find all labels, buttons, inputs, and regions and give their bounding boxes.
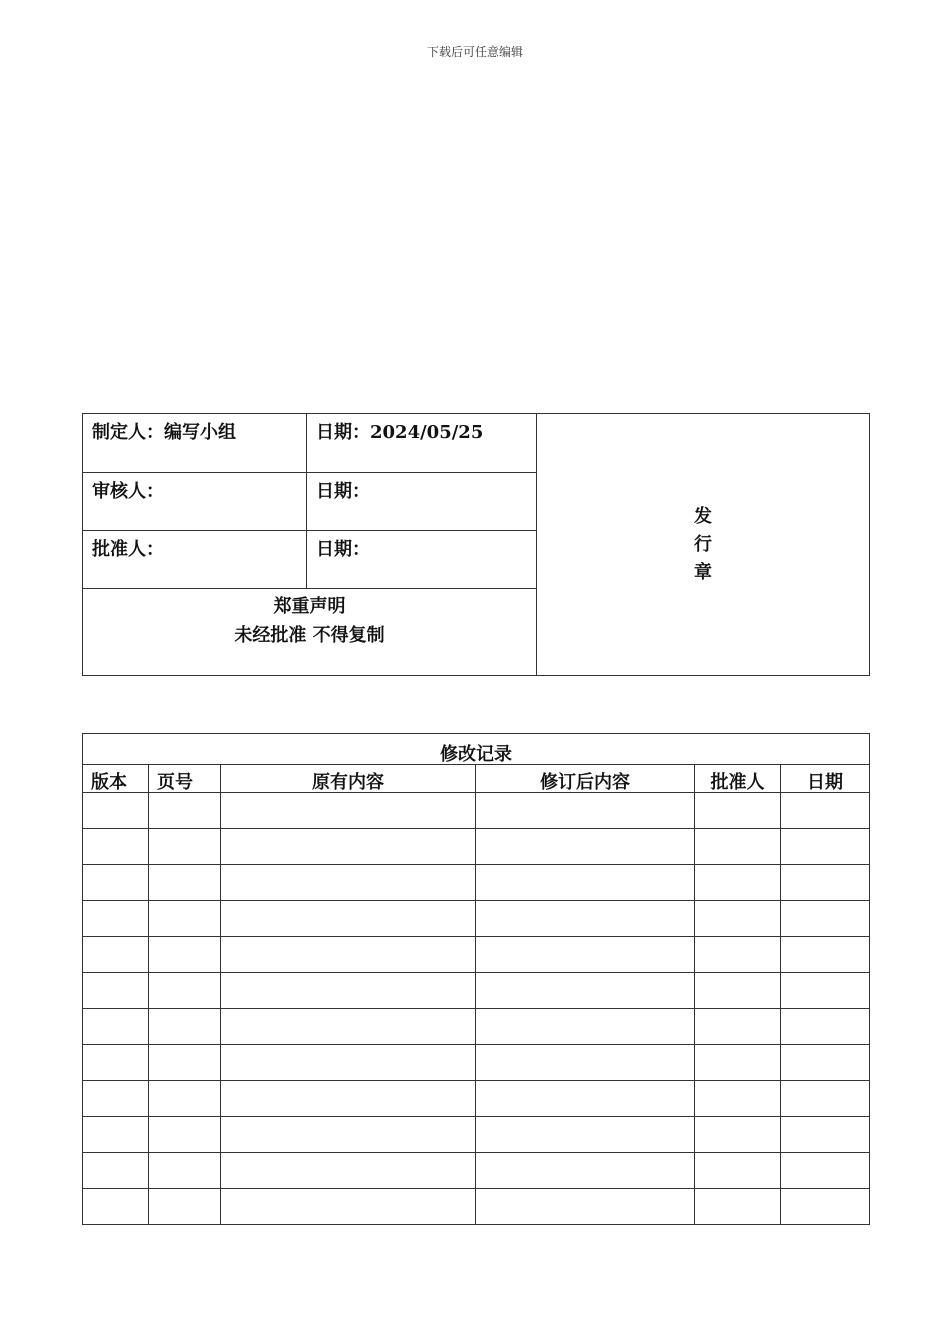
table-cell: [476, 1153, 695, 1189]
table-cell: [695, 973, 781, 1009]
table-cell: [695, 937, 781, 973]
table-cell: [695, 829, 781, 865]
table-cell: [83, 901, 149, 937]
table-cell: [221, 793, 476, 829]
table-cell: [781, 1081, 870, 1117]
table-cell: [221, 1189, 476, 1225]
table-cell: [83, 865, 149, 901]
table-row: [83, 1189, 870, 1225]
table-cell: [83, 973, 149, 1009]
column-header-original: 原有内容: [221, 765, 476, 793]
table-row: [83, 1153, 870, 1189]
table-cell: [83, 1081, 149, 1117]
table-cell: [476, 1045, 695, 1081]
table-cell: [476, 829, 695, 865]
table-cell: [695, 865, 781, 901]
table-cell: [221, 1153, 476, 1189]
table-row: [83, 1009, 870, 1045]
table-cell: [781, 1117, 870, 1153]
approver-field: 批准人：: [83, 531, 307, 589]
table-row: [83, 973, 870, 1009]
table-cell: [781, 1009, 870, 1045]
approval-table: [82, 413, 870, 676]
table-cell: [476, 1189, 695, 1225]
table-cell: [695, 901, 781, 937]
table-cell: [149, 973, 221, 1009]
stamp-char: 发: [694, 505, 712, 527]
table-row: [83, 1081, 870, 1117]
table-cell: [221, 865, 476, 901]
table-cell: [221, 937, 476, 973]
table-cell: [149, 1009, 221, 1045]
reviewer-field: 审核人：: [83, 473, 307, 531]
table-cell: [695, 1081, 781, 1117]
table-cell: [221, 1045, 476, 1081]
table-cell: [83, 829, 149, 865]
table-cell: [149, 793, 221, 829]
table-cell: [83, 937, 149, 973]
table-cell: [83, 1153, 149, 1189]
table-cell: [781, 865, 870, 901]
table-cell: [781, 1045, 870, 1081]
table-cell: [149, 937, 221, 973]
column-header-page: 页号: [149, 765, 221, 793]
table-cell: [83, 1117, 149, 1153]
column-header-approver: 批准人: [695, 765, 781, 793]
table-cell: [221, 901, 476, 937]
table-cell: [781, 901, 870, 937]
table-cell: [221, 1081, 476, 1117]
table-cell: [149, 865, 221, 901]
table-row: [83, 1117, 870, 1153]
table-cell: [149, 1081, 221, 1117]
column-header-date: 日期: [781, 765, 870, 793]
revision-rows: [83, 793, 870, 1225]
table-row: [83, 865, 870, 901]
table-cell: [83, 1009, 149, 1045]
table-cell: [695, 1153, 781, 1189]
table-cell: [149, 1117, 221, 1153]
table-cell: [476, 865, 695, 901]
table-row: [83, 937, 870, 973]
draft-date-field: 日期：2024/05/25: [307, 414, 537, 473]
table-cell: [476, 901, 695, 937]
table-cell: [695, 1189, 781, 1225]
table-cell: [476, 1081, 695, 1117]
table-cell: [781, 793, 870, 829]
table-row: [83, 829, 870, 865]
table-cell: [149, 901, 221, 937]
table-cell: [149, 829, 221, 865]
table-cell: [781, 973, 870, 1009]
revision-table: [82, 733, 870, 1225]
table-cell: [221, 1009, 476, 1045]
table-cell: [83, 1189, 149, 1225]
notice-cell: [83, 589, 537, 676]
table-cell: [221, 973, 476, 1009]
table-cell: [149, 1153, 221, 1189]
review-date-field: 日期：: [307, 473, 537, 531]
table-cell: [149, 1045, 221, 1081]
table-cell: [221, 829, 476, 865]
stamp-char: 行: [694, 533, 712, 555]
drafter-field: 制定人：编写小组: [83, 414, 307, 473]
stamp-char: 章: [694, 561, 712, 583]
table-cell: [695, 1045, 781, 1081]
table-cell: [781, 829, 870, 865]
table-cell: [221, 1117, 476, 1153]
table-cell: [476, 1009, 695, 1045]
table-cell: [695, 1009, 781, 1045]
column-header-revised: 修订后内容: [476, 765, 695, 793]
table-row: [83, 1045, 870, 1081]
approve-date-field: 日期：: [307, 531, 537, 589]
column-header-version: 版本: [83, 765, 149, 793]
revision-title: 修改记录: [83, 734, 870, 765]
issue-stamp-area: [537, 414, 870, 676]
notice-title: 郑重声明: [273, 596, 346, 617]
table-cell: [149, 1189, 221, 1225]
table-cell: [476, 1117, 695, 1153]
notice-text: 未经批准 不得复制: [234, 625, 385, 646]
table-cell: [781, 1189, 870, 1225]
table-cell: [476, 973, 695, 1009]
table-cell: [476, 793, 695, 829]
header-note: 下载后可任意编辑: [426, 45, 523, 59]
table-row: [83, 901, 870, 937]
table-cell: [83, 793, 149, 829]
table-cell: [695, 1117, 781, 1153]
table-row: [83, 793, 870, 829]
table-cell: [781, 937, 870, 973]
table-cell: [476, 937, 695, 973]
table-cell: [781, 1153, 870, 1189]
table-cell: [83, 1045, 149, 1081]
table-cell: [695, 793, 781, 829]
